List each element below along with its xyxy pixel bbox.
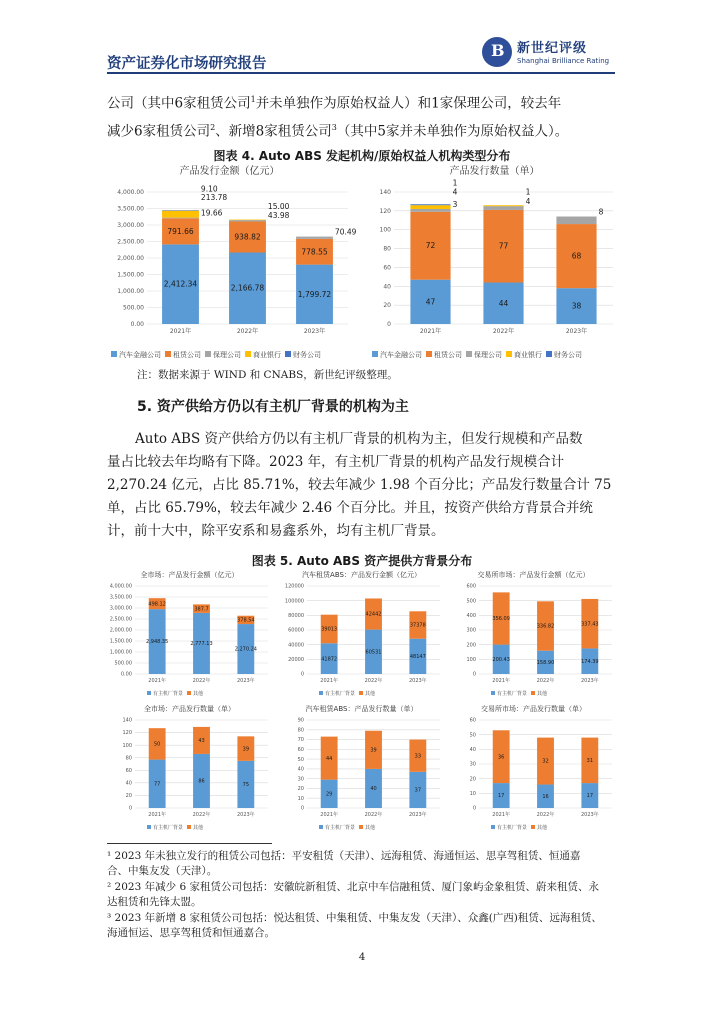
x-tick-label: 2023年 — [408, 678, 427, 684]
y-tick-label: 60000 — [288, 627, 304, 634]
y-tick-label: 40000 — [288, 642, 304, 649]
bar-segment — [410, 204, 450, 205]
y-tick-label: 0 — [472, 805, 476, 812]
legend-swatch — [506, 351, 512, 357]
y-tick-label: 140 — [379, 189, 391, 196]
y-tick-label: 60 — [125, 767, 132, 774]
data-label: 43.98 — [267, 211, 290, 221]
y-tick-label: 60 — [383, 264, 391, 272]
legend-swatch — [111, 351, 117, 357]
data-label: 213.78 — [200, 193, 228, 203]
y-tick-label: 0 — [472, 671, 476, 678]
y-tick-label: 4,000.00 — [117, 189, 144, 196]
section5-title: 5. 资产供给方仍以有主机厂背景的机构为主 — [137, 399, 409, 415]
data-label: 44 — [325, 755, 333, 762]
legend-swatch — [531, 825, 535, 829]
section5-line-4: 单，占比 65.79%，较去年减少 2.46 个百分比。并且，按资产供给方背景合并统 — [107, 500, 593, 516]
data-label: 791.66 — [167, 226, 194, 236]
y-tick-label: 500.00 — [114, 660, 132, 667]
legend-swatch — [187, 691, 191, 695]
logo-cn-text: 新世纪评级 — [517, 41, 588, 56]
data-label: 2,166.78 — [230, 283, 265, 293]
data-label: 337.43 — [581, 621, 599, 628]
y-tick-label: 4,000.00 — [109, 583, 132, 590]
y-tick-label: 80 — [383, 245, 391, 253]
y-tick-label: 10 — [297, 795, 304, 802]
y-tick-label: 140 — [122, 717, 132, 724]
chart-title: 全市场：产品发行金额（亿元） — [140, 571, 239, 579]
x-tick-label: 2023年 — [236, 678, 255, 684]
legend-swatch — [491, 825, 495, 829]
y-tick-label: 60 — [469, 717, 476, 724]
chart-group — [466, 570, 612, 697]
y-tick-label: 120000 — [284, 583, 304, 590]
y-tick-label: 0 — [387, 321, 391, 328]
data-label: 39 — [242, 746, 250, 753]
y-tick-label: 2,500.00 — [109, 616, 132, 623]
y-tick-label: 30 — [297, 776, 304, 783]
y-tick-label: 40 — [297, 766, 304, 773]
data-label: 77 — [153, 781, 161, 788]
x-tick-label: 2022年 — [192, 812, 211, 818]
data-label: 43 — [198, 738, 205, 745]
y-tick-label: 400 — [466, 613, 476, 619]
x-tick-label: 2021年 — [169, 328, 192, 335]
data-label: 39013 — [321, 626, 338, 633]
data-label: 4 — [525, 197, 531, 207]
y-tick-label: 600 — [466, 583, 476, 590]
legend-label: 汽车金融公司 — [119, 351, 161, 359]
x-tick-label: 2021年 — [320, 678, 339, 684]
data-label: 498.12 — [148, 601, 166, 608]
data-label: 378.54 — [237, 617, 255, 624]
data-label: 17 — [586, 793, 594, 800]
legend-swatch — [359, 691, 363, 695]
legend-label: 有主机厂背景 — [325, 691, 356, 697]
legend-label: 有主机厂背景 — [153, 691, 184, 697]
legend-label: 财务公司 — [293, 351, 321, 359]
x-tick-label: 2023年 — [303, 328, 326, 335]
data-label: 778.55 — [301, 247, 328, 257]
chart-title: 交易所市场：产品发行金额（亿元） — [477, 571, 590, 579]
bar-segment — [229, 220, 266, 221]
chart-title: 产品发行数量（单） — [449, 166, 540, 177]
data-label: 2,948.35 — [146, 639, 169, 646]
legend-swatch — [531, 691, 535, 695]
data-label: 60531 — [365, 649, 382, 656]
y-tick-label: 2,000.00 — [109, 627, 132, 634]
legend-label: 保理公司 — [474, 351, 502, 359]
data-label: 44 — [498, 298, 509, 308]
y-tick-label: 40 — [125, 780, 132, 787]
y-tick-label: 1,500.00 — [109, 638, 132, 645]
data-label: 86 — [198, 778, 205, 785]
x-tick-label: 2023年 — [565, 328, 588, 335]
bar-segment — [483, 206, 523, 210]
figure5-charts — [107, 570, 617, 832]
data-label: 174.39 — [581, 658, 599, 665]
data-label: 387.7 — [194, 606, 209, 613]
bar-segment — [162, 218, 199, 219]
data-label: 1 — [452, 178, 458, 188]
legend-label: 有主机厂背景 — [325, 825, 356, 831]
intro-line-2: 减少6家租赁公司$^2$、新增8家租赁公司$^3$（其中5家并未单独作为原始权益人）。 — [107, 122, 569, 139]
y-tick-label: 20 — [125, 793, 132, 800]
legend-swatch — [245, 351, 251, 357]
section5-line-2: 量占比较去年均略有下降。2023 年，有主机厂背景的机构产品发行规模合计 — [107, 454, 565, 470]
legend-swatch — [546, 351, 552, 357]
intro-line-1: 公司（其中6家租赁公司$^1$并未单独作为原始权益人）和1家保理公司，较去年 — [107, 95, 562, 112]
y-tick-label: 60 — [297, 747, 304, 753]
data-label: 1,799.72 — [297, 289, 332, 299]
chart-title: 汽车租赁ABS：产品发行数量（单） — [305, 705, 418, 713]
data-label: 200.43 — [492, 656, 510, 663]
y-tick-label: 500.00 — [123, 304, 144, 312]
report-title: 资产证券化市场研究报告 — [107, 56, 267, 72]
legend-swatch — [319, 825, 323, 829]
y-tick-label: 30 — [469, 761, 476, 768]
data-label: 8 — [598, 207, 604, 217]
y-tick-label: 20 — [469, 776, 476, 783]
bar-segment — [410, 205, 450, 209]
legend-label: 其他 — [193, 825, 204, 831]
bar-segment — [410, 209, 450, 212]
footnote-1: ¹ 2023 年未独立发行的租赁公司包括：平安租赁（天津）、远海租赁、海通恒运、思享驾租赁、恒通嘉 合、中集友发（天津）。 — [107, 850, 581, 877]
legend-label: 商业银行 — [514, 351, 542, 359]
data-label: 68 — [571, 251, 582, 261]
figure4-charts — [107, 164, 617, 360]
x-tick-label: 2021年 — [419, 328, 442, 335]
y-tick-label: 3,000.00 — [109, 605, 132, 612]
x-tick-label: 2023年 — [580, 678, 599, 684]
x-tick-label: 2021年 — [492, 678, 511, 684]
data-label: 72 — [425, 241, 436, 251]
footnote-3: ³ 2023 年新增 8 家租赁公司包括：悦达租赁、中集租赁、中集友发（天津）、众鑫(广西)租赁、远海租赁、 海通恒运、思享驾租赁和恒通嘉合。 — [107, 912, 602, 939]
y-tick-label: 20 — [297, 786, 304, 793]
chart-group — [298, 704, 440, 831]
legend-label: 其他 — [365, 691, 376, 697]
data-label: 48147 — [409, 654, 426, 661]
legend-swatch — [205, 351, 211, 357]
legend-swatch — [187, 825, 191, 829]
legend-label: 租赁公司 — [434, 351, 462, 359]
figure5-title: 图表 5. Auto ABS 资产提供方背景分布 — [251, 554, 473, 568]
footnote-2: ² 2023 年减少 6 家租赁公司包括：安徽皖新租赁、北京中车信融租赁、厦门象屿金象租赁、蔚来租赁、永 达租赁和先锋太盟。 — [107, 881, 599, 908]
chart-title: 汽车租赁ABS：产品发行金额（亿元） — [302, 571, 421, 579]
y-tick-label: 100 — [466, 657, 476, 663]
y-tick-label: 0 — [300, 805, 304, 812]
x-tick-label: 2021年 — [148, 812, 167, 818]
data-label: 31 — [586, 758, 594, 764]
data-label: 15.00 — [267, 202, 290, 212]
data-label: 2,412.34 — [163, 279, 198, 289]
y-tick-label: 3,500.00 — [117, 205, 144, 213]
page-number: 4 — [358, 952, 366, 963]
x-tick-label: 2023年 — [236, 812, 255, 818]
legend-swatch — [426, 351, 432, 357]
data-label: 938.82 — [234, 232, 261, 242]
y-tick-label: 50 — [297, 756, 304, 763]
chart-group — [122, 704, 268, 831]
y-tick-label: 20000 — [288, 657, 304, 663]
y-tick-label: 0.00 — [120, 671, 132, 678]
data-label: 75 — [242, 782, 250, 789]
y-tick-label: 90 — [297, 717, 304, 724]
y-tick-label: 80 — [125, 755, 132, 762]
legend-label: 保理公司 — [213, 351, 241, 359]
data-label: 70.49 — [334, 227, 357, 237]
legend-label: 汽车金融公司 — [380, 351, 422, 359]
y-tick-label: 2,500.00 — [117, 238, 144, 246]
bar-segment — [162, 210, 199, 211]
header-divider — [107, 72, 615, 74]
y-tick-label: 100 — [379, 226, 391, 234]
y-tick-label: 2,000.00 — [117, 255, 144, 262]
legend-swatch — [147, 825, 151, 829]
y-tick-label: 1,500.00 — [117, 271, 144, 279]
section5-paragraph — [107, 428, 617, 543]
legend-swatch — [491, 691, 495, 695]
section5-line-5: 计，前十大中，除平安系和易鑫系外，均有主机厂背景。 — [107, 523, 445, 539]
y-tick-label: 10 — [469, 791, 476, 797]
data-label: 38 — [571, 301, 582, 311]
legend-label: 其他 — [537, 691, 548, 697]
x-tick-label: 2022年 — [364, 812, 383, 818]
data-label: 40 — [370, 786, 377, 793]
y-tick-label: 120 — [379, 207, 391, 215]
data-label: 50 — [153, 741, 161, 748]
data-label: 4 — [452, 187, 458, 197]
y-tick-label: 0 — [128, 805, 132, 812]
data-label: 37378 — [409, 622, 426, 629]
brand-logo — [482, 33, 632, 73]
legend-label: 商业银行 — [253, 351, 281, 359]
y-tick-label: 120 — [122, 730, 132, 737]
footnote-ref-3[interactable]: 3 — [331, 122, 337, 132]
y-tick-label: 0.00 — [130, 321, 144, 328]
x-tick-label: 2022年 — [192, 678, 211, 684]
y-tick-label: 80000 — [288, 613, 304, 619]
chart-title: 交易所市场：产品发行数量（单） — [481, 705, 586, 713]
bar-segment — [483, 205, 523, 206]
footnote-ref-2[interactable]: 2 — [210, 122, 216, 132]
x-tick-label: 2021年 — [492, 812, 511, 818]
legend-label: 有主机厂背景 — [153, 825, 184, 831]
legend-swatch — [147, 691, 151, 695]
data-label: 39 — [370, 747, 377, 754]
legend-swatch — [319, 691, 323, 695]
x-tick-label: 2022年 — [536, 678, 555, 684]
chart-group — [372, 164, 613, 359]
y-tick-label: 0 — [300, 671, 304, 678]
data-label: 17 — [497, 793, 505, 800]
chart-group — [111, 164, 357, 359]
legend-swatch — [285, 351, 291, 357]
y-tick-label: 100000 — [284, 598, 304, 605]
y-tick-label: 40 — [383, 283, 391, 291]
legend-swatch — [372, 351, 378, 357]
intro-paragraph — [107, 88, 617, 143]
bar-segment — [296, 237, 333, 239]
y-tick-label: 3,500.00 — [109, 594, 132, 601]
data-label: 77 — [498, 241, 509, 251]
data-label: 3 — [452, 199, 458, 209]
legend-swatch — [165, 351, 171, 357]
data-label: 9.10 — [200, 184, 218, 194]
x-tick-label: 2022年 — [364, 678, 383, 684]
figure4-note: 注：数据来源于 WIND 和 CNABS，新世纪评级整理。 — [137, 369, 398, 381]
y-tick-label: 300 — [466, 627, 476, 634]
y-tick-label: 40 — [469, 747, 476, 753]
y-tick-label: 1,000.00 — [109, 649, 132, 656]
chart-title: 产品发行金额（亿元） — [179, 166, 280, 177]
legend-label: 其他 — [537, 825, 548, 831]
legend-label: 有主机厂背景 — [497, 825, 528, 831]
legend-label: 有主机厂背景 — [497, 691, 528, 697]
data-label: 158.90 — [536, 660, 555, 667]
data-label: 2,777.13 — [190, 641, 213, 648]
bar-segment — [229, 220, 266, 221]
data-label: 29 — [325, 791, 333, 798]
footnote-divider — [107, 843, 272, 844]
data-label: 356.09 — [492, 616, 510, 623]
data-label: 1 — [525, 187, 531, 197]
logo-mark-letter: B — [491, 41, 505, 60]
data-label: 336.82 — [536, 623, 555, 630]
section5-line-3: 2,270.24 亿元，占比 85.71%，较去年减少 1.98 个百分比；产品发行数量合计 75 — [107, 477, 612, 493]
legend-swatch — [359, 825, 363, 829]
x-tick-label: 2022年 — [236, 328, 259, 335]
y-tick-label: 500 — [466, 598, 476, 605]
y-tick-label: 20 — [383, 302, 391, 310]
logo-en-text: Shanghai Brilliance Rating — [517, 57, 610, 65]
legend-label: 租赁公司 — [173, 351, 201, 359]
bar-segment — [162, 211, 199, 218]
legend-label: 财务公司 — [554, 351, 582, 359]
y-tick-label: 1,000.00 — [117, 288, 144, 295]
legend-label: 其他 — [193, 691, 204, 697]
figure4-title: 图表 4. Auto ABS 发起机构/原始权益人机构类型分布 — [213, 149, 511, 163]
data-label: 19.66 — [200, 208, 223, 218]
y-tick-label: 100 — [122, 742, 132, 749]
y-tick-label: 80 — [297, 727, 304, 734]
data-label: 36 — [497, 754, 505, 761]
x-tick-label: 2022年 — [536, 812, 555, 818]
y-tick-label: 50 — [469, 732, 476, 739]
chart-group — [110, 570, 268, 697]
footnote-ref-1[interactable]: 1 — [250, 95, 256, 104]
bar-segment — [556, 217, 596, 225]
legend-swatch — [466, 351, 472, 357]
y-tick-label: 70 — [297, 737, 304, 744]
section5-line-1: Auto ABS 资产供给方仍以有主机厂背景的机构为主，但发行规模和产品数 — [135, 431, 583, 447]
logo-mark-icon — [482, 37, 512, 67]
x-tick-label: 2023年 — [408, 812, 427, 818]
x-tick-label: 2023年 — [580, 812, 599, 818]
x-tick-label: 2021年 — [148, 678, 167, 684]
data-label: 42442 — [365, 611, 382, 618]
chart-group — [470, 704, 612, 831]
y-tick-label: 3,000.00 — [117, 222, 144, 229]
chart-group — [285, 570, 440, 697]
data-label: 37 — [414, 787, 422, 794]
y-tick-label: 200 — [466, 642, 476, 649]
legend-label: 其他 — [365, 825, 376, 831]
data-label: 16 — [542, 793, 549, 800]
data-label: 33 — [414, 753, 422, 760]
chart-title: 全市场：产品发行数量（单） — [144, 705, 235, 713]
data-label: 47 — [425, 297, 436, 307]
data-label: 32 — [542, 758, 549, 765]
x-tick-label: 2021年 — [320, 812, 339, 818]
data-label: 41872 — [321, 656, 338, 663]
data-label: 2,270.24 — [234, 646, 257, 653]
x-tick-label: 2022年 — [492, 328, 515, 335]
